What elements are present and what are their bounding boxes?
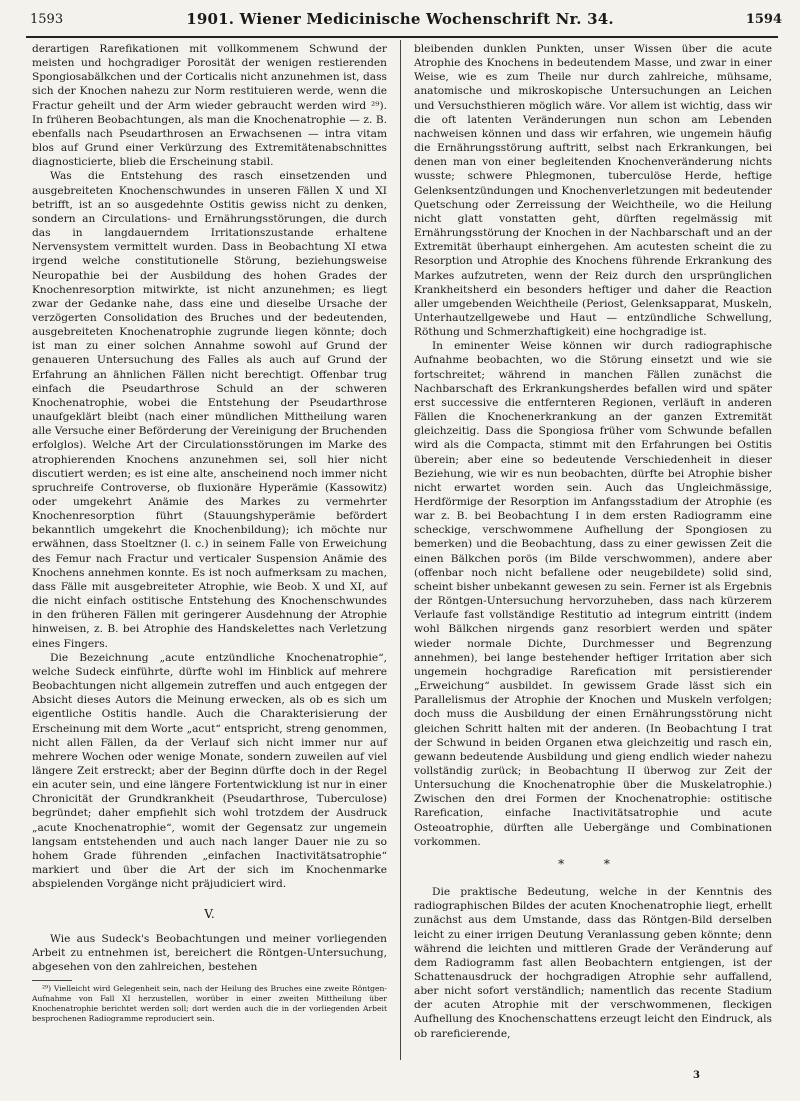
signature-mark: 3 xyxy=(693,1070,700,1081)
paragraph: Die Bezeichnung „acute entzündliche Knochenatrophie“, welche Sudeck einführte, dürfte wohl im Hinblick auf mehrere Beobachtungen nicht allgemein zutreffen und auch entgegen der Absicht dieses Autors die Meinung erwecken, als ob es sich um eigentliche Ostitis handle. Auch die Charakterisierung der Erscheinung mit dem Worte „acut“ entspricht, streng genommen, nicht allen Fällen, da der Verlauf sich nicht immer nur auf mehrere Wochen oder wenige Monate, sondern zuweilen auf viel längere Zeit erstreckt; aber der Beginn dürfte doch in der Regel ein acuter sein, und eine längere Fortentwicklung ist nur in einer Chronicität der Grundkrankheit (Pseudarthrose, Tuberculose) begründet; daher empfiehlt sich wohl trotzdem der Ausdruck „acute Knochenatrophie“, womit der Gegensatz zur ungemein langsam entstehenden und auch nach langer Dauer nie zu so hohem Grade führenden „einfachen Inactivitätsatrophie“ markiert und über die Art der sich im Knochenmarke abspielenden Vorgänge nicht präjudiciert wird. xyxy=(32,651,387,891)
paragraph: In eminenter Weise können wir durch radiographische Aufnahme beobachten, wo die Störung einsetzt und wie sie fortschreitet; während in manchen Fällen zunächst die Nachbarschaft des Erkrankungsherdes befallen wird und später erst successive die entfernteren Regionen, verläuft in anderen Fällen die Knochenerkrankung an der ganzen Extremität gleichzeitig. Dass die Spongiosa früher vom Schwunde befallen wird als die Compacta, stimmt mit den Erfahrungen bei Ostitis überein; aber eine so bedeutende Verschiedenheit in dieser Beziehung, wie wir es nun beobachten, dürfte bei Atrophie bisher nicht erwartet worden sein. Auch das Ungleichmässige, Herdförmige der Resorption im Anfangsstadium der Atrophie (es war z. B. bei Beobachtung I in dem ersten Radiogramm eine scheckige, verschwommene Aufhellung der Spongiosen zu bemerken) und die Beobachtung, dass zu einer gewissen Zeit die einen Bälkchen porös (im Bilde verschwommen), andere aber (offenbar noch nicht befallene oder neugebildete) solid sind, scheint bisher unbekannt gewesen zu sein. Ferner ist als Ergebnis der Röntgen-Untersuchung hervorzuheben, dass nach kürzerem Verlaufe fast vollständige Restitutio ad integrum eintritt (indem wohl Bälkchen nirgends ganz resorbiert werden und später wieder normale Dichte, Durchmesser und Begrenzung annehmen), bei lange bestehender heftiger Irritation aber sich ungemein hochgradige Rarefication mit persistierender „Erweichung“ ausbildet. In gewissem Grade lässt sich ein Parallelismus der Atrophie der Knochen und Muskeln verfolgen; doch muss die Ausbildung der einen Ernährungsstörung nicht gleichen Schritt halten mit der anderen. (In Beobachtung I trat der Schwund in beiden Organen etwa gleichzeitig und rasch ein, gewann bedeutende Ausbildung und gieng endlich wieder nahezu vollständig zurück; in Beobachtung II überwog zur Zeit der Untersuchung die Knochenatrophie über die Muskelatrophie.) Zwischen den drei Formen der Knochenatrophie: ostitische Rarefication, einfache Inactivitätsatrophie und acute Osteoatrophie, dürften alle Uebergänge und Combinationen vorkommen. xyxy=(414,340,772,848)
page-number-left: 1593 xyxy=(30,12,64,27)
paragraph: derartigen Rarefikationen mit vollkommenem Schwund der meisten und hochgradiger Porosität der wenigen restierenden Spongiosabälkchen und der Corticalis nicht anzunehmen ist, dass sich der Knochen nahezu zur Norm restituieren werde, wenn die Fractur geheilt und der Arm wieder gebraucht werden wird ²⁹). In früheren Beobachtungen, als man die Knochenatrophie — z. B. ebenfalls nach Pseudarthrosen an Erwachsenen — intra vitam blos auf Grund einer Verkürzung des Extremitätenabschnittes diagnosticierte, blieb die Erscheinung stabil. xyxy=(32,43,387,169)
header-rule xyxy=(26,36,778,38)
page-number-right: 1594 xyxy=(745,12,782,27)
paragraph: Was die Entstehung des rasch einsetzenden und ausgebreiteten Knochenschwundes in unseren Fällen X und XI betrifft, ist an so ausgedehnte Ostitis gewiss nicht zu denken, sondern an Circulations- und Ernährungsstörungen, die durch das in langdauerndem Irritationszustande erhaltene Nervensystem vermittelt wurden. Dass in Beobachtung XI etwa irgend welche constitutionelle Störung, beziehungsweise Neuropathie bei der Ausbildung des hohen Grades der Knochenresorption mitwirkte, ist nicht anzunehmen; es liegt zwar der Gedanke nahe, dass eine und dieselbe Ursache der verzögerten Consolidation des Bruches und der bedeutenden, ausgebreiteten Knochenatrophie zugrunde liegen könnte; doch ist man zu einer solchen Annahme sowohl auf Grund der genaueren Untersuchung des Falles als auch auf Grund der Erfahrung an ähnlichen Fällen nicht berechtigt. Offenbar trug einfach die Pseudarthrose Schuld an der schweren Knochenatrophie, wobei die Entstehung der Pseudarthrose unaufgeklärt bleibt (nach einer mündlichen Mittheilung waren alle Versuche einer Beförderung der Vereinigung der Bruchenden erfolglos). Welche Art der Circulationsstörungen im Marke des atrophierenden Knochens anzunehmen sei, soll hier nicht discutiert werden; es ist eine alte, anscheinend noch immer nicht spruchreife Controverse, ob fluxionäre Hyperämie (Kassowitz) oder umgekehrt Anämie des Markes zu vermehrter Knochenresorption führt (Stauungshyperämie befördert bekanntlich umgekehrt die Knochenbildung); ich möchte nur erwähnen, dass Stoeltzner (l. c.) in seinem Falle von Erweichung des Femur nach Fractur und verticaler Suspension Anämie des Knochens annehmen konnte. Es ist noch aufmerksam zu machen, dass Fälle mit ausgebreiteter Atrophie, wie Beob. X und XI, auf die nicht einfach ostitische Entstehung des Knochenschwundes in den früheren Fällen mit geringerer Ausdehnung der Atrophie hinweisen, z. B. bei Atrophie des Handskelettes nach Verletzung eines Fingers. xyxy=(32,170,387,650)
running-title: 1901. Wiener Medicinische Wochenschrift Nr. 34. xyxy=(186,10,614,28)
right-column xyxy=(414,42,772,1041)
footnote: ²⁹) Vielleicht wird Gelegenheit sein, nach der Heilung des Bruches eine zweite Röntgen-Aufnahme von Fall XI herzustellen, worüber in einer zweiten Mittheilung über Knochenatrophie berichtet werden soll; dort werden auch die in der vorliegenden Arbeit besprochenen Radiogramme reproduciert sein. xyxy=(32,984,387,1023)
paragraph: Wie aus Sudeck's Beobachtungen und meiner vorliegenden Arbeit zu entnehmen ist, bereichert die Röntgen-Untersuchung, abgesehen von den zahlreichen, bestehen xyxy=(32,932,387,973)
paragraph: Die praktische Bedeutung, welche in der Kenntnis des radiographischen Bildes der acuten Knochenatrophie liegt, erhellt zunächst aus dem Umstande, dass das Röntgen-Bild derselben leicht zu einer irrigen Deutung Veranlassung geben könnte; denn während die leichten und mittleren Grade der Veränderung auf dem Radiogramm fast allen Beobachtern entgiengen, ist der Schattenausdruck der hochgradigen Atrophie sehr auffallend, aber nicht sofort verständlich; namentlich das recente Stadium der acuten Atrophie mit der verschwommenen, fleckigen Aufhellung des Knochenschattens erzeugt leicht den Eindruck, als ob rareficierende, xyxy=(414,886,772,1040)
page-header xyxy=(0,4,800,34)
left-column xyxy=(32,42,387,1024)
column-divider xyxy=(400,40,401,1060)
footnote-rule xyxy=(32,980,72,981)
section-heading: V. xyxy=(204,907,215,922)
paragraph: bleibenden dunklen Punkten, unser Wissen über die acute Atrophie des Knochens in bedeutendem Masse, und zwar in einer Weise, wie es zum Theile nur durch zahlreiche, mühsame, anatomische und mikroskopische Untersuchungen an Leichen und Versuchsthieren möglich wäre. Vor allem ist wichtig, dass wir die oft latenten Veränderungen nun schon am Lebenden nachweisen können und dass wir erfahren, wie ungemein häufig die Ernährungsstörung auftritt, selbst nach Erkrankungen, bei denen man von einer begleitenden Knochenveränderung nichts wusste; schwere Phlegmonen, tuberculöse Herde, heftige Gelenksentzündungen und Knochenverletzungen mit bedeutender Quetschung oder Zerreissung der Weichtheile, wo die Heilung nicht glatt vonstatten geht, dürften regelmässig mit Ernährungsstörung der Knochen in der Nachbarschaft und an der Extremität überhaupt einhergehen. Am acutesten scheint die zu Resorption und Atrophie des Knochens führende Erkrankung des Markes aufzutreten, wenn der Reiz durch den ursprünglichen Krankheitsherd ein besonders heftiger und daher die Reaction aller umgebenden Weichtheile (Periost, Gelenksapparat, Muskeln, Unterhautzellgewebe und Haut — entzündliche Schwellung, Röthung und Schmerzhaftigkeit) eine hochgradige ist. xyxy=(414,43,772,339)
section-separator: * * xyxy=(558,856,628,871)
